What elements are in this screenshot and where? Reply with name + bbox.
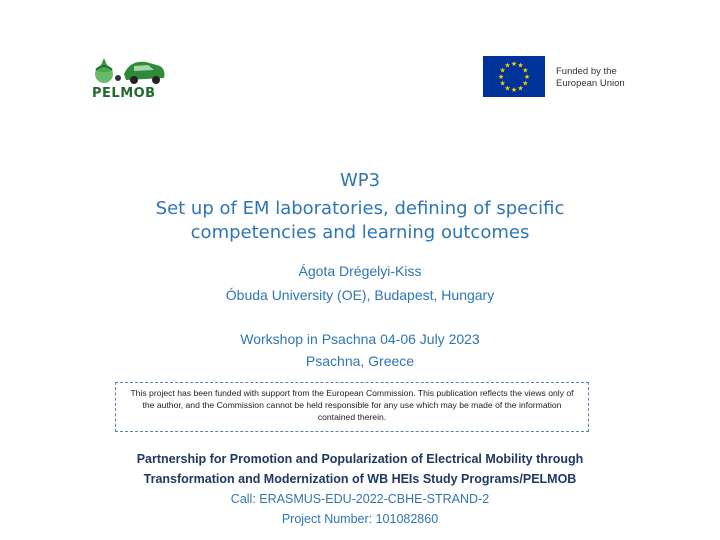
work-package-title: WP3 xyxy=(339,170,381,191)
logo-text: PELMOB xyxy=(92,86,156,101)
eu-star: ★ xyxy=(522,67,529,75)
eu-flag-icon xyxy=(483,56,545,97)
disclaimer-box: This project has been funded with support from the European Commission. This publication reflects the views only of the author, and the Commission cannot be held responsible for any use which may be made of the information contained therein. xyxy=(115,382,589,432)
eu-star: ★ xyxy=(504,62,511,70)
eu-star: ★ xyxy=(510,61,518,68)
eu-star: ★ xyxy=(504,85,511,93)
funding-line-1: Funded by the xyxy=(556,66,617,77)
eu-star: ★ xyxy=(510,87,518,94)
project-call: Call: ERASMUS-EDU-2022-CBHE-STRAND-2 xyxy=(230,492,490,506)
main-title-line-1: Set up of EM laboratories, defining of specific xyxy=(155,198,565,219)
author-name: Ágota Drégelyi-Kiss xyxy=(298,263,422,279)
main-title-line-2: competencies and learning outcomes xyxy=(190,222,530,243)
eu-star: ★ xyxy=(499,67,506,75)
eu-star: ★ xyxy=(522,80,529,88)
eu-star: ★ xyxy=(499,80,506,88)
eu-star: ★ xyxy=(517,62,524,70)
eu-star: ★ xyxy=(497,74,505,81)
project-title-line-2: Transformation and Modernization of WB HEIs Study Programs/PELMOB xyxy=(143,472,577,486)
author-affiliation: Óbuda University (OE), Budapest, Hungary xyxy=(225,287,495,303)
project-title-line-1: Partnership for Promotion and Popularization of Electrical Mobility through xyxy=(136,452,584,466)
pelmob-logo xyxy=(90,52,170,102)
funding-label xyxy=(556,66,625,90)
eu-star: ★ xyxy=(523,74,531,81)
funding-line-2: European Union xyxy=(556,78,625,89)
event-location: Psachna, Greece xyxy=(305,353,415,369)
project-number: Project Number: 101082860 xyxy=(281,512,439,526)
event-name: Workshop in Psachna 04-06 July 2023 xyxy=(240,331,480,347)
pelmob-logo-icon xyxy=(90,52,170,88)
eu-star: ★ xyxy=(517,85,524,93)
